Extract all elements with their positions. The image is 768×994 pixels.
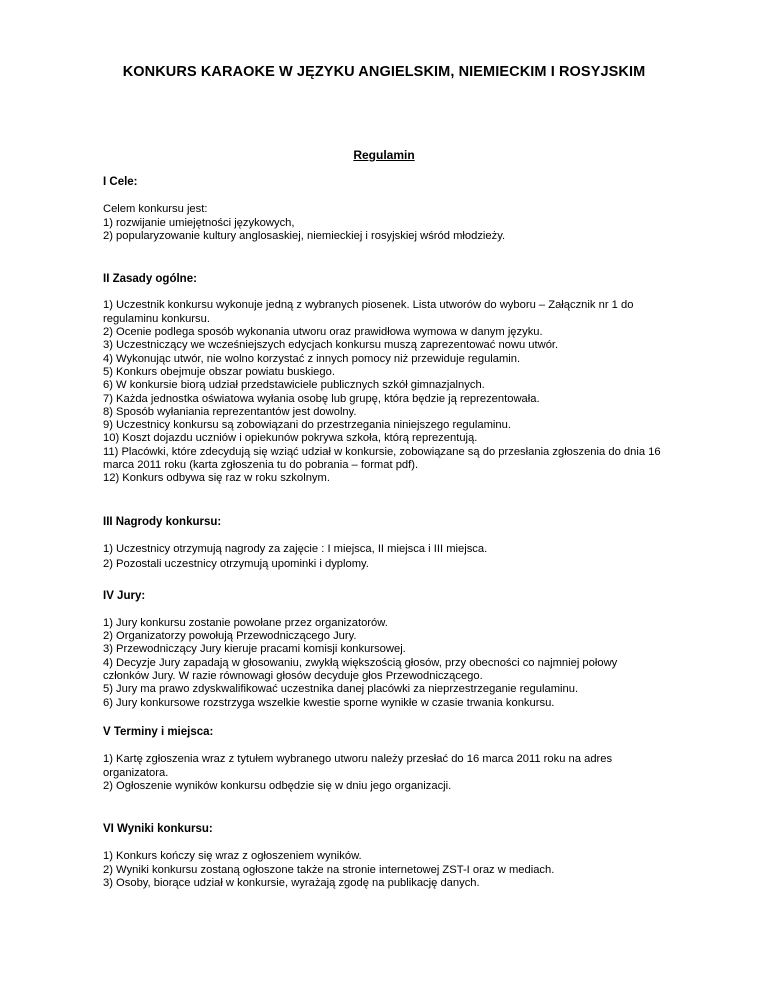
list-item: 8) Sposób wyłaniania reprezentantów jest dowolny.	[103, 405, 357, 418]
list-item: 2) popularyzowanie kultury anglosaskiej, niemieckiej i rosyjskiej wśród młodzieży.	[103, 229, 506, 242]
list-item: 1) Jury konkursu zostanie powołane przez organizatorów.	[103, 616, 388, 629]
list-item: 2) Ogłoszenie wyników konkursu odbędzie się w dniu jego organizacji.	[103, 779, 452, 792]
list-item: 3) Osoby, biorące udział w konkursie, wyrażają zgodę na publikację danych.	[103, 876, 480, 889]
list-item: 1) Uczestnicy otrzymują nagrody za zajęcie : I miejsca, II miejsca i III miejsca.	[103, 542, 488, 555]
section-heading-cele: I Cele:	[103, 176, 138, 188]
list-item: 3) Uczestniczący we wcześniejszych edycjach konkursu muszą zaprezentować nowu utwór.	[103, 339, 559, 352]
section-heading-nagrody: III Nagrody konkursu:	[103, 515, 222, 528]
list-item: 7) Każda jednostka oświatowa wyłania osobę lub grupę, która będzie ją reprezentowała.	[103, 392, 540, 405]
list-item: 1) Kartę zgłoszenia wraz z tytułem wybranego utworu należy przesłać do 16 marca 2011 roku na adres organizatora.	[103, 753, 613, 779]
section-intro: Celem konkursu jest:	[103, 203, 208, 216]
list-item: 1) Uczestnik konkursu wykonuje jedną z wybranych piosenek. Lista utworów do wyboru – Załącznik nr 1 do regulaminu konkursu.	[103, 299, 634, 325]
list-item: 1) Konkurs kończy się wraz z ogłoszeniem wyników.	[103, 850, 362, 863]
list-item: 12) Konkurs odbywa się raz w roku szkolnym.	[103, 472, 330, 485]
section-heading-terminy: V Terminy i miejsca:	[103, 725, 214, 738]
list-item: 10) Koszt dojazdu uczniów i opiekunów pokrywa szkoła, którą reprezentują.	[103, 432, 478, 445]
section-heading-jury: IV Jury:	[103, 589, 146, 602]
list-item: 1) rozwijanie umiejętności językowych,	[103, 216, 295, 229]
section-heading-zasady: II Zasady ogólne:	[103, 273, 197, 286]
list-item: 2) Ocenie podlega sposób wykonania utworu oraz prawidłowa wymowa w danym języku.	[103, 326, 543, 339]
list-item: 2) Organizatorzy powołują Przewodniczącego Jury.	[103, 630, 357, 643]
list-item: 4) Decyzje Jury zapadają w głosowaniu, zwykłą większością głosów, przy obecności co najmniej połowy członków Jury. W razie równowagi głosów decyduje głos Przewodniczącego.	[103, 656, 618, 683]
document-subtitle: Regulamin	[353, 148, 415, 162]
section-heading-wyniki: VI Wyniki konkursu:	[103, 823, 213, 836]
list-item: 2) Pozostali uczestnicy otrzymują upominki i dyplomy.	[103, 558, 369, 571]
document-body	[103, 173, 663, 890]
list-item: 2) Wyniki konkursu zostaną ogłoszone także na stronie internetowej ZST-I oraz w mediach.	[103, 863, 555, 876]
document-title: KONKURS KARAOKE W JĘZYKU ANGIELSKIM, NIEMIECKIM I ROSYJSKIM	[122, 64, 646, 80]
list-item: 9) Uczestnicy konkursu są zobowiązani do przestrzegania niniejszego regulaminu.	[103, 419, 511, 432]
list-item: 5) Konkurs obejmuje obszar powiatu buskiego.	[103, 365, 335, 378]
list-item: 5) Jury ma prawo zdyskwalifikować uczestnika danej placówki za nieprzestrzeganie regulaminu.	[103, 683, 579, 696]
list-item: 4) Wykonując utwór, nie wolno korzystać z innych pomocy niż przewiduje regulamin.	[103, 352, 521, 365]
list-item: 11) Placówki, które zdecydują się wziąć udział w konkursie, zobowiązane są do przesłania zgłoszenia do dnia 16 marca 2011 roku (karta zgłoszenia tu do pobrania – format pdf).	[103, 445, 661, 472]
list-item: 6) W konkursie biorą udział przedstawiciele publicznych szkół gimnazjalnych.	[103, 379, 485, 392]
list-item: 3) Przewodniczący Jury kieruje pracami komisji konkursowej.	[103, 643, 406, 656]
list-item: 6) Jury konkursowe rozstrzyga wszelkie kwestie sporne wynikłe w czasie trwania konkursu.	[103, 696, 555, 709]
